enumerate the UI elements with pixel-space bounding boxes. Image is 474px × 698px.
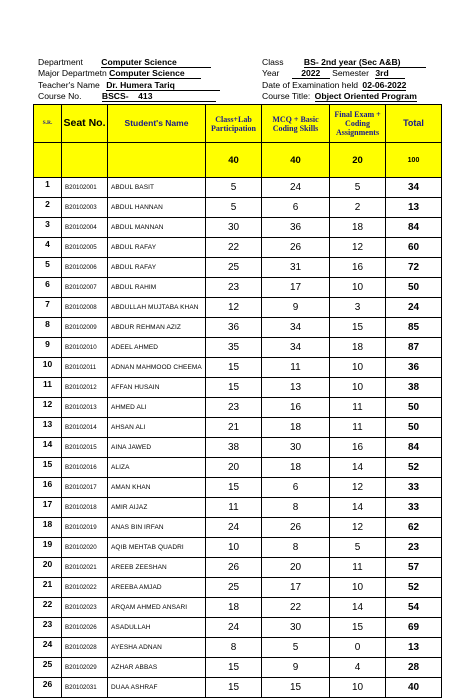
student-name-cell: ABDUR REHMAN AZIZ xyxy=(108,318,206,338)
seat-no-cell: B20102026 xyxy=(62,618,108,638)
final-exam-score-cell: 10 xyxy=(330,678,386,698)
final-exam-score-cell: 15 xyxy=(330,318,386,338)
column-header-final-exam: Final Exam + Coding Assignments xyxy=(330,105,386,143)
sr-cell: 18 xyxy=(34,518,62,538)
total-score-cell: 85 xyxy=(386,318,442,338)
course-no-line: Course No. BSCS- 413 xyxy=(38,91,216,102)
seat-no-cell: B20102012 xyxy=(62,378,108,398)
student-name-cell: AINA JAWED xyxy=(108,438,206,458)
final-exam-score-cell: 10 xyxy=(330,278,386,298)
total-score-cell: 28 xyxy=(386,658,442,678)
teacher-line: Teacher's Name Dr. Humera Tariq xyxy=(38,80,220,91)
class-lab-score-cell: 23 xyxy=(206,398,262,418)
seat-no-cell: B20102009 xyxy=(62,318,108,338)
mcq-score-cell: 20 xyxy=(262,558,330,578)
class-lab-score-cell: 15 xyxy=(206,478,262,498)
exam-date-line: Date of Examination held 02-06-2022 xyxy=(262,80,407,90)
sr-cell: 22 xyxy=(34,598,62,618)
mcq-score-cell: 30 xyxy=(262,618,330,638)
student-name-cell: AREEB ZEESHAN xyxy=(108,558,206,578)
total-score-cell: 34 xyxy=(386,178,442,198)
table-row xyxy=(34,558,442,578)
class-lab-score-cell: 11 xyxy=(206,498,262,518)
class-lab-score-cell: 5 xyxy=(206,178,262,198)
table-row xyxy=(34,278,442,298)
sr-cell: 16 xyxy=(34,478,62,498)
class-lab-score-cell: 5 xyxy=(206,198,262,218)
final-exam-score-cell: 12 xyxy=(330,518,386,538)
final-exam-score-cell: 14 xyxy=(330,598,386,618)
seat-no-cell: B20102013 xyxy=(62,398,108,418)
course-title-line: Course Title: Object Oriented Program xyxy=(262,91,417,101)
student-name-cell: ABDUL BASIT xyxy=(108,178,206,198)
class-lab-score-cell: 25 xyxy=(206,578,262,598)
class-lab-score-cell: 15 xyxy=(206,378,262,398)
seat-no-cell: B20102018 xyxy=(62,498,108,518)
total-score-cell: 62 xyxy=(386,518,442,538)
mcq-score-cell: 5 xyxy=(262,638,330,658)
total-score-cell: 52 xyxy=(386,578,442,598)
sr-cell: 19 xyxy=(34,538,62,558)
department-value: Computer Science xyxy=(101,58,211,68)
table-row xyxy=(34,598,442,618)
sr-cell: 20 xyxy=(34,558,62,578)
sr-cell: 9 xyxy=(34,338,62,358)
student-name-cell: AREEBA AMJAD xyxy=(108,578,206,598)
mcq-score-cell: 9 xyxy=(262,658,330,678)
max-marks-class-lab: 40 xyxy=(206,143,262,178)
max-marks-blank-cell xyxy=(34,143,62,178)
final-exam-score-cell: 0 xyxy=(330,638,386,658)
final-exam-score-cell: 10 xyxy=(330,378,386,398)
student-name-cell: ASADULLAH xyxy=(108,618,206,638)
mcq-score-cell: 8 xyxy=(262,538,330,558)
table-row xyxy=(34,318,442,338)
class-lab-score-cell: 10 xyxy=(206,538,262,558)
student-name-cell: AMAN KHAN xyxy=(108,478,206,498)
class-lab-score-cell: 23 xyxy=(206,278,262,298)
year-semester-line: Year 2022 Semester 3rd xyxy=(262,68,405,79)
results-table xyxy=(33,104,442,698)
seat-no-cell: B20102014 xyxy=(62,418,108,438)
seat-no-cell: B20102011 xyxy=(62,358,108,378)
total-score-cell: 33 xyxy=(386,498,442,518)
total-score-cell: 33 xyxy=(386,478,442,498)
student-name-cell: ALIZA xyxy=(108,458,206,478)
year-value: 2022 xyxy=(292,69,330,79)
mcq-score-cell: 34 xyxy=(262,318,330,338)
column-header-total: Total xyxy=(386,105,442,143)
total-score-cell: 38 xyxy=(386,378,442,398)
student-name-cell: ABDUL HANNAN xyxy=(108,198,206,218)
major-value: Computer Science xyxy=(109,69,201,79)
sr-cell: 8 xyxy=(34,318,62,338)
seat-no-cell: B20102029 xyxy=(62,658,108,678)
seat-no-cell: B20102008 xyxy=(62,298,108,318)
student-name-cell: AYESHA ADNAN xyxy=(108,638,206,658)
table-row xyxy=(34,678,442,698)
sr-cell: 26 xyxy=(34,678,62,698)
total-score-cell: 50 xyxy=(386,418,442,438)
final-exam-score-cell: 2 xyxy=(330,198,386,218)
seat-no-cell: B20102019 xyxy=(62,518,108,538)
total-score-cell: 84 xyxy=(386,218,442,238)
column-header-student-name: Student's Name xyxy=(108,105,206,143)
column-header-mcq: MCQ + Basic Coding Skills xyxy=(262,105,330,143)
class-lab-score-cell: 15 xyxy=(206,678,262,698)
seat-no-cell: B20102015 xyxy=(62,438,108,458)
student-name-cell: AZHAR ABBAS xyxy=(108,658,206,678)
class-lab-score-cell: 25 xyxy=(206,258,262,278)
final-exam-score-cell: 5 xyxy=(330,178,386,198)
sr-cell: 4 xyxy=(34,238,62,258)
seat-no-cell: B20102022 xyxy=(62,578,108,598)
teacher-value: Dr. Humera Tariq xyxy=(106,81,220,91)
table-row xyxy=(34,298,442,318)
sr-cell: 15 xyxy=(34,458,62,478)
final-exam-score-cell: 11 xyxy=(330,558,386,578)
student-name-cell: AFFAN HUSAIN xyxy=(108,378,206,398)
major-line: Major Departmetn Computer Science xyxy=(38,68,201,79)
table-header-row xyxy=(34,105,442,143)
sr-cell: 7 xyxy=(34,298,62,318)
class-lab-score-cell: 12 xyxy=(206,298,262,318)
mcq-score-cell: 30 xyxy=(262,438,330,458)
table-row xyxy=(34,518,442,538)
student-name-cell: ADNAN MAHMOOD CHEEMA xyxy=(108,358,206,378)
total-score-cell: 52 xyxy=(386,458,442,478)
mcq-score-cell: 34 xyxy=(262,338,330,358)
student-name-cell: ADEEL AHMED xyxy=(108,338,206,358)
max-marks-total: 100 xyxy=(386,143,442,178)
mcq-score-cell: 6 xyxy=(262,478,330,498)
mcq-score-cell: 36 xyxy=(262,218,330,238)
max-marks-row xyxy=(34,143,442,178)
column-header-class-lab: Class+Lab Participation xyxy=(206,105,262,143)
class-lab-score-cell: 36 xyxy=(206,318,262,338)
seat-no-cell: B20102010 xyxy=(62,338,108,358)
mcq-score-cell: 17 xyxy=(262,278,330,298)
total-score-cell: 13 xyxy=(386,638,442,658)
final-exam-score-cell: 12 xyxy=(330,238,386,258)
seat-no-cell: B20102021 xyxy=(62,558,108,578)
mcq-score-cell: 13 xyxy=(262,378,330,398)
mcq-score-cell: 8 xyxy=(262,498,330,518)
class-lab-score-cell: 24 xyxy=(206,618,262,638)
column-header-sr: S.R. xyxy=(34,105,62,143)
seat-no-cell: B20102023 xyxy=(62,598,108,618)
table-row xyxy=(34,378,442,398)
sr-cell: 5 xyxy=(34,258,62,278)
final-exam-score-cell: 18 xyxy=(330,218,386,238)
mcq-score-cell: 26 xyxy=(262,518,330,538)
total-score-cell: 72 xyxy=(386,258,442,278)
total-score-cell: 24 xyxy=(386,298,442,318)
sr-cell: 21 xyxy=(34,578,62,598)
mcq-score-cell: 6 xyxy=(262,198,330,218)
total-score-cell: 13 xyxy=(386,198,442,218)
student-name-cell: ABDUL MANNAN xyxy=(108,218,206,238)
final-exam-score-cell: 11 xyxy=(330,398,386,418)
final-exam-score-cell: 11 xyxy=(330,418,386,438)
student-name-cell: AMIR AIJAZ xyxy=(108,498,206,518)
student-name-cell: ABDUL RAFAY xyxy=(108,238,206,258)
mcq-score-cell: 31 xyxy=(262,258,330,278)
student-name-cell: ABDULLAH MUJTABA KHAN xyxy=(108,298,206,318)
final-exam-score-cell: 14 xyxy=(330,458,386,478)
course-title-value: Object Oriented Program xyxy=(314,91,417,101)
final-exam-score-cell: 14 xyxy=(330,498,386,518)
final-exam-score-cell: 5 xyxy=(330,538,386,558)
sr-cell: 6 xyxy=(34,278,62,298)
final-exam-score-cell: 3 xyxy=(330,298,386,318)
sr-cell: 17 xyxy=(34,498,62,518)
course-no-value: BSCS- 413 xyxy=(102,92,216,102)
sr-cell: 3 xyxy=(34,218,62,238)
max-marks-blank-cell xyxy=(108,143,206,178)
table-row xyxy=(34,438,442,458)
table-row xyxy=(34,258,442,278)
mcq-score-cell: 16 xyxy=(262,398,330,418)
semester-value: 3rd xyxy=(375,69,405,79)
mcq-score-cell: 24 xyxy=(262,178,330,198)
total-score-cell: 23 xyxy=(386,538,442,558)
total-score-cell: 36 xyxy=(386,358,442,378)
total-score-cell: 50 xyxy=(386,278,442,298)
seat-no-cell: B20102003 xyxy=(62,198,108,218)
table-row xyxy=(34,178,442,198)
table-row xyxy=(34,578,442,598)
class-lab-score-cell: 22 xyxy=(206,238,262,258)
class-value: BS- 2nd year (Sec A&B) xyxy=(304,58,426,68)
seat-no-cell: B20102006 xyxy=(62,258,108,278)
class-lab-score-cell: 35 xyxy=(206,338,262,358)
max-marks-final-exam: 20 xyxy=(330,143,386,178)
final-exam-score-cell: 18 xyxy=(330,338,386,358)
class-lab-score-cell: 18 xyxy=(206,598,262,618)
class-lab-score-cell: 21 xyxy=(206,418,262,438)
seat-no-cell: B20102004 xyxy=(62,218,108,238)
max-marks-mcq: 40 xyxy=(262,143,330,178)
class-lab-score-cell: 20 xyxy=(206,458,262,478)
total-score-cell: 84 xyxy=(386,438,442,458)
max-marks-blank-cell xyxy=(62,143,108,178)
student-name-cell: AHMED ALI xyxy=(108,398,206,418)
total-score-cell: 60 xyxy=(386,238,442,258)
class-lab-score-cell: 38 xyxy=(206,438,262,458)
table-row xyxy=(34,218,442,238)
mcq-score-cell: 26 xyxy=(262,238,330,258)
table-row xyxy=(34,418,442,438)
sr-cell: 12 xyxy=(34,398,62,418)
total-score-cell: 54 xyxy=(386,598,442,618)
sr-cell: 24 xyxy=(34,638,62,658)
seat-no-cell: B20102031 xyxy=(62,678,108,698)
total-score-cell: 57 xyxy=(386,558,442,578)
student-name-cell: ABDUL RAFAY xyxy=(108,258,206,278)
mcq-score-cell: 9 xyxy=(262,298,330,318)
table-row xyxy=(34,478,442,498)
table-row xyxy=(34,498,442,518)
table-row xyxy=(34,638,442,658)
class-lab-score-cell: 15 xyxy=(206,658,262,678)
seat-no-cell: B20102007 xyxy=(62,278,108,298)
table-row xyxy=(34,618,442,638)
student-name-cell: ANAS BIN IRFAN xyxy=(108,518,206,538)
seat-no-cell: B20102017 xyxy=(62,478,108,498)
class-lab-score-cell: 30 xyxy=(206,218,262,238)
seat-no-cell: B20102005 xyxy=(62,238,108,258)
seat-no-cell: B20102028 xyxy=(62,638,108,658)
final-exam-score-cell: 10 xyxy=(330,578,386,598)
sr-cell: 11 xyxy=(34,378,62,398)
total-score-cell: 69 xyxy=(386,618,442,638)
student-name-cell: AHSAN ALI xyxy=(108,418,206,438)
class-lab-score-cell: 15 xyxy=(206,358,262,378)
total-score-cell: 50 xyxy=(386,398,442,418)
mcq-score-cell: 22 xyxy=(262,598,330,618)
final-exam-score-cell: 10 xyxy=(330,358,386,378)
student-name-cell: ABDUL RAHIM xyxy=(108,278,206,298)
total-score-cell: 40 xyxy=(386,678,442,698)
seat-no-cell: B20102020 xyxy=(62,538,108,558)
mcq-score-cell: 18 xyxy=(262,418,330,438)
total-score-cell: 87 xyxy=(386,338,442,358)
sr-cell: 23 xyxy=(34,618,62,638)
final-exam-score-cell: 15 xyxy=(330,618,386,638)
table-row xyxy=(34,538,442,558)
department-line: Department Computer Science xyxy=(38,57,211,68)
final-exam-score-cell: 16 xyxy=(330,438,386,458)
seat-no-cell: B20102001 xyxy=(62,178,108,198)
class-lab-score-cell: 8 xyxy=(206,638,262,658)
class-lab-score-cell: 26 xyxy=(206,558,262,578)
student-name-cell: DUAA ASHRAF xyxy=(108,678,206,698)
sr-cell: 25 xyxy=(34,658,62,678)
exam-date-value: 02-06-2022 xyxy=(362,80,407,90)
table-row xyxy=(34,458,442,478)
table-row xyxy=(34,198,442,218)
seat-no-cell: B20102016 xyxy=(62,458,108,478)
final-exam-score-cell: 16 xyxy=(330,258,386,278)
sr-cell: 14 xyxy=(34,438,62,458)
mcq-score-cell: 15 xyxy=(262,678,330,698)
student-name-cell: AQIB MEHTAB QUADRI xyxy=(108,538,206,558)
class-line: Class BS- 2nd year (Sec A&B) xyxy=(262,57,426,68)
column-header-seat-no: Seat No. xyxy=(62,105,108,143)
table-row xyxy=(34,338,442,358)
final-exam-score-cell: 12 xyxy=(330,478,386,498)
mcq-score-cell: 17 xyxy=(262,578,330,598)
table-row xyxy=(34,358,442,378)
mcq-score-cell: 18 xyxy=(262,458,330,478)
sr-cell: 2 xyxy=(34,198,62,218)
student-name-cell: ARQAM AHMED ANSARI xyxy=(108,598,206,618)
final-exam-score-cell: 4 xyxy=(330,658,386,678)
table-row xyxy=(34,658,442,678)
table-row xyxy=(34,398,442,418)
sr-cell: 1 xyxy=(34,178,62,198)
sr-cell: 10 xyxy=(34,358,62,378)
table-row xyxy=(34,238,442,258)
class-lab-score-cell: 24 xyxy=(206,518,262,538)
mcq-score-cell: 11 xyxy=(262,358,330,378)
sr-cell: 13 xyxy=(34,418,62,438)
